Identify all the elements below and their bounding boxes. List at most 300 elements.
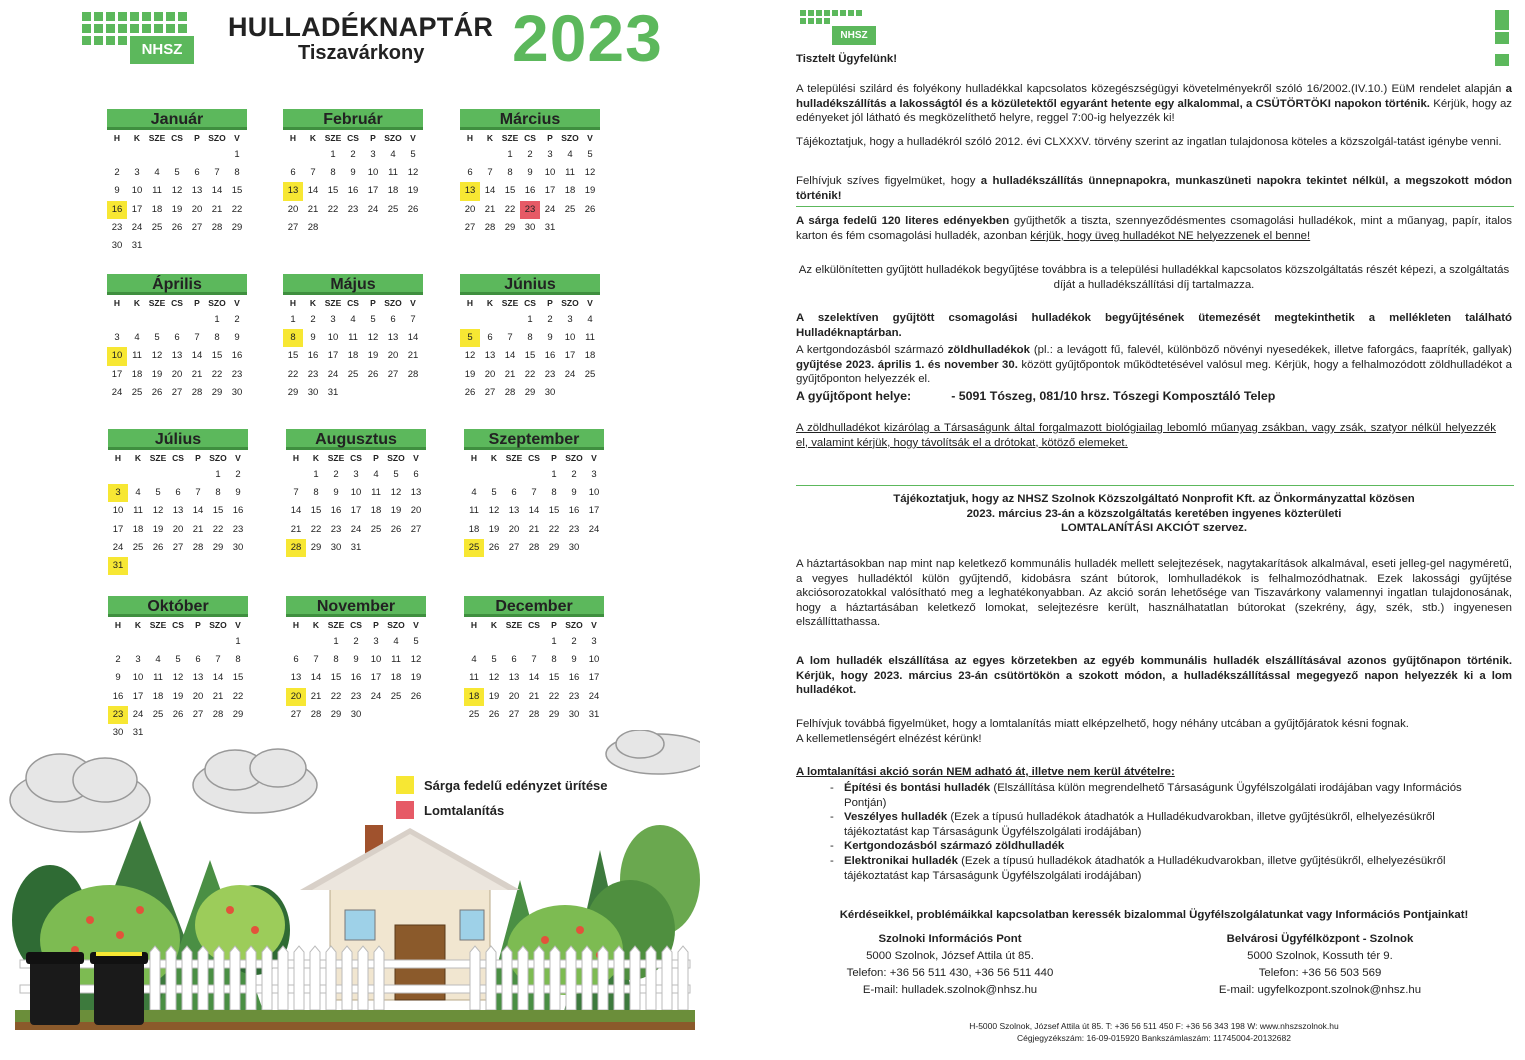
day-cell: 31: [131, 239, 143, 251]
day-cell: 22: [548, 523, 560, 535]
day-cell: 25: [584, 368, 596, 380]
day-cell: 17: [544, 185, 556, 197]
day-cell: 15: [524, 350, 536, 362]
day-cell: 24: [588, 523, 600, 535]
day-cell: 21: [484, 203, 496, 215]
day-cell: 11: [348, 332, 358, 344]
day-cell: 3: [353, 469, 359, 480]
weekday-label: K: [312, 620, 320, 630]
bulky-waste-announcement: Tájékoztatjuk, hogy az NHSZ Szolnok Közszolgáltató Nonprofit Kft. az Önkormányzattal közösen 2023. március 23-án a közszolgáltatás keretében ingyenes közterületi LOMTALANÍTÁSI AKCIÓT szervez.: [893, 493, 1415, 535]
day-cell: 21: [191, 368, 203, 380]
list-item: - Építési és bontási hulladék (Elszállítása külön megrendelhető Társaságunk Ügyfélszolgálati irodájában vagy Információs Pontján): [830, 781, 1470, 810]
day-cell: 10: [112, 505, 124, 517]
collection-point: A gyűjtőpont helye: - 5091 Tószeg, 081/10 hrsz. Tószegi Komposztáló Telep: [796, 389, 1276, 403]
paragraph-law: Tájékoztatjuk, hogy a hulladékról szóló 2012. évi CLXXXV. törvény szerint az ingatlan tulajdonosa köteles a közszolgál-tatást igénybe venni.: [796, 136, 1502, 148]
empty-cell: [504, 466, 524, 484]
day-cell: 20: [484, 368, 496, 380]
weekday-label: SZO: [384, 133, 402, 143]
day-cell: 5: [491, 487, 497, 499]
day-cell: 21: [212, 690, 224, 702]
day-cell: 13: [172, 505, 184, 517]
day-cell: 24: [327, 368, 339, 380]
fence-picket: [374, 946, 384, 1010]
day-grid: [460, 311, 600, 402]
day-cell: 3: [134, 167, 140, 179]
day-cell: 20: [191, 203, 203, 215]
day-cell: 3: [591, 469, 597, 480]
day-cell: 15: [232, 672, 244, 684]
weekday-label: P: [370, 133, 376, 143]
divider: [796, 485, 1514, 486]
day-cell: 30: [330, 541, 342, 553]
month-name: Január: [107, 109, 247, 130]
day-cell: 9: [527, 167, 533, 179]
weekday-label: SZO: [209, 620, 227, 630]
fence-picket: [566, 946, 576, 1010]
paragraph-bulky-collection: A lom hulladék elszállítása az egyes körzetekben az egyéb kommunális hulladék elszállításával azonos gyűjtőnapon történik. Kérjük, hogy 2023. március 23-án csütörtökön a szokott módon, a hulladékszállítással megegyező napon helyezzék ki a lom hulladékot.: [796, 655, 1512, 697]
weekday-label: CS: [171, 298, 183, 308]
day-cell: 1: [551, 636, 557, 647]
day-cell: 13: [290, 672, 302, 684]
weekday-label: SZE: [324, 298, 342, 308]
weekday-label: SZE: [327, 620, 345, 630]
day-cell: 28: [528, 541, 540, 553]
day-cell: 11: [153, 672, 163, 684]
day-grid: [464, 466, 604, 557]
fence-picket: [518, 946, 528, 1010]
day-cell: 27: [172, 541, 184, 553]
weekday-label: P: [551, 620, 557, 630]
weekday-label: CS: [524, 298, 536, 308]
month-calendar: [460, 109, 600, 237]
weekday-label: SZE: [327, 453, 345, 463]
day-cell: 26: [172, 708, 184, 720]
fence-picket: [150, 946, 160, 1010]
day-cell: 18: [564, 185, 576, 197]
nhsz-logo: [82, 12, 194, 64]
weekday-label: H: [292, 620, 300, 630]
decor-square: [1495, 32, 1509, 44]
day-cell: 12: [410, 654, 422, 666]
day-cell: 9: [310, 332, 316, 344]
weekday-header: [108, 617, 248, 633]
day-grid: [108, 466, 248, 575]
day-cell: 12: [407, 167, 419, 179]
day-cell: 17: [111, 368, 123, 380]
weekday-label: H: [289, 298, 297, 308]
day-cell: 22: [211, 368, 223, 380]
day-cell: 19: [151, 368, 163, 380]
weekday-label: SZE: [148, 133, 166, 143]
weekday-label: K: [490, 453, 498, 463]
empty-cell: [127, 146, 147, 164]
weekday-label: P: [370, 298, 376, 308]
fence-picket: [470, 946, 480, 1010]
day-cell: 19: [488, 523, 500, 535]
day-cell: 30: [307, 386, 319, 398]
month-calendar: [286, 429, 426, 557]
day-cell: 25: [387, 203, 399, 215]
empty-cell: [107, 311, 127, 329]
day-cell: 3: [330, 314, 336, 325]
day-cell: 9: [571, 487, 577, 499]
day-cell: 23: [568, 690, 580, 702]
day-cell: 25: [564, 203, 576, 215]
day-cell: 15: [211, 350, 223, 362]
day-cell: 17: [112, 523, 124, 535]
day-cell: 10: [370, 654, 382, 666]
day-cell: 11: [133, 505, 143, 517]
day-cell: 12: [152, 505, 164, 517]
fence-picket: [502, 946, 512, 1010]
empty-cell: [480, 146, 500, 164]
day-cell: 29: [212, 541, 224, 553]
day-cell: 17: [588, 672, 600, 684]
day-cell: 24: [564, 368, 576, 380]
day-cell: 6: [413, 469, 419, 480]
empty-cell: [147, 311, 167, 329]
weekday-label: SZE: [148, 298, 166, 308]
day-cell: 5: [155, 487, 161, 499]
empty-cell: [500, 311, 520, 329]
paragraph-delay: Felhívjuk továbbá figyelmüket, hogy a lomtalanítás miatt elképzelhető, hogy néhány utcában a gyűjtőjáratok késni fognak. A kellemetlenségért elnézést kérünk!: [796, 718, 1409, 745]
day-cell: 6: [467, 167, 473, 179]
day-cell: 26: [464, 386, 476, 398]
day-cell: 21: [407, 350, 419, 362]
contact-phone: Telefon: +36 56 503 569: [1258, 967, 1382, 980]
day-cell: 3: [135, 654, 141, 666]
day-cell: 14: [484, 185, 496, 197]
not-accepted-list: [830, 781, 1470, 883]
weekday-label: V: [587, 133, 593, 143]
month-name: December: [464, 596, 604, 617]
day-cell: 28: [310, 708, 322, 720]
empty-cell: [524, 466, 544, 484]
weekday-header: [286, 450, 426, 466]
day-cell: 2: [353, 636, 359, 647]
weekday-label: H: [292, 453, 300, 463]
day-cell: 4: [471, 654, 477, 666]
day-cell: 17: [350, 505, 362, 517]
calendar-page: [0, 0, 760, 1060]
weekday-label: SZO: [565, 620, 583, 630]
weekday-label: SZO: [208, 133, 226, 143]
footer: [796, 1021, 1512, 1045]
day-cell: 20: [464, 203, 476, 215]
weekday-label: V: [413, 620, 419, 630]
collection-day: 8: [283, 329, 303, 347]
day-cell: 7: [531, 654, 537, 666]
day-cell: 6: [511, 654, 517, 666]
day-cell: 23: [568, 523, 580, 535]
day-cell: 6: [195, 654, 201, 666]
fence-picket: [230, 946, 240, 1010]
day-cell: 12: [488, 505, 500, 517]
day-cell: 17: [131, 203, 143, 215]
day-cell: 11: [565, 167, 575, 179]
day-cell: 22: [232, 690, 244, 702]
day-cell: 3: [567, 314, 573, 325]
day-cell: 22: [287, 368, 299, 380]
empty-cell: [167, 311, 187, 329]
day-cell: 25: [347, 368, 359, 380]
day-cell: 20: [192, 690, 204, 702]
day-cell: 16: [330, 505, 342, 517]
empty-cell: [306, 633, 326, 651]
collection-day: 13: [283, 182, 303, 200]
day-cell: 14: [407, 332, 419, 344]
contact-address: 5000 Szolnok, Kossuth tér 9.: [1247, 950, 1393, 963]
day-cell: 28: [307, 221, 319, 233]
day-cell: 6: [390, 314, 396, 325]
weekday-header: [107, 130, 247, 146]
fence-picket: [182, 946, 192, 1010]
day-cell: 21: [528, 690, 540, 702]
day-cell: 10: [588, 654, 600, 666]
fence-picket: [198, 946, 208, 1010]
weekday-label: K: [490, 620, 498, 630]
empty-cell: [188, 633, 208, 651]
day-cell: 31: [544, 221, 556, 233]
weekday-header: [108, 450, 248, 466]
contact-title: Szolnoki Információs Pont: [878, 933, 1022, 945]
weekday-label: H: [289, 133, 297, 143]
day-cell: 20: [387, 350, 399, 362]
paragraph-bulky-waste: A háztartásokban nap mint nap keletkező kommunális hulladék mellett selejtezések, nagytakarítások alkalmával, eseti jelleg-gel nagyméretű, a vegyes hulladéktól külön gyűjtendő, kidobásra szánt bútorok, lomhulladékok is felhalmozódhatnak. Ezek lakossági gyűjtése akciósorozatokkal valósítható meg a leghatékonyabban. Az akció során lehetősége van Tiszavárkony valamennyi ingatlan tulajdonosának, hogy a háztartásában keletkező lomokat, selejtezésre került, használhatatlan bútorokat (szekrény, ágy, szék, stb.) ingyenesen elszállíttathassa.: [796, 558, 1512, 629]
day-cell: 2: [333, 469, 339, 480]
month-calendar: [460, 274, 600, 402]
day-cell: 17: [367, 185, 379, 197]
empty-cell: [524, 633, 544, 651]
day-cell: 7: [507, 332, 513, 344]
day-cell: 15: [310, 505, 322, 517]
day-cell: 30: [568, 708, 580, 720]
day-cell: 29: [330, 708, 342, 720]
day-cell: 27: [171, 386, 183, 398]
day-cell: 11: [585, 332, 595, 344]
day-cell: 14: [290, 505, 302, 517]
day-cell: 30: [350, 708, 362, 720]
day-cell: 22: [548, 690, 560, 702]
weekday-header: [283, 130, 423, 146]
day-cell: 8: [551, 654, 557, 666]
day-cell: 8: [507, 167, 513, 179]
day-cell: 4: [471, 487, 477, 499]
weekday-label: P: [195, 620, 201, 630]
day-cell: 1: [333, 636, 339, 647]
weekday-label: H: [466, 298, 474, 308]
day-cell: 15: [212, 505, 224, 517]
day-cell: 19: [152, 523, 164, 535]
day-cell: 26: [390, 523, 402, 535]
weekday-label: V: [413, 453, 419, 463]
weekday-label: SZE: [501, 298, 519, 308]
day-cell: 5: [491, 654, 497, 666]
fence-picket: [310, 946, 320, 1010]
weekday-label: SZO: [565, 453, 583, 463]
day-cell: 1: [234, 149, 240, 160]
paragraph-calendar-info: A szelektíven gyűjtött csomagolási hulladékok begyűjtésének ütemezését megtekinthetik a mellékleten található Hulladéknaptárban.: [796, 312, 1512, 339]
day-cell: 24: [111, 386, 123, 398]
day-cell: 5: [370, 314, 376, 325]
weekday-label: H: [470, 620, 478, 630]
day-cell: 30: [544, 386, 556, 398]
empty-cell: [168, 466, 188, 484]
day-cell: 31: [132, 726, 144, 738]
day-cell: 7: [215, 654, 221, 666]
day-cell: 4: [567, 149, 573, 160]
day-cell: 19: [172, 690, 184, 702]
month-calendar: [286, 596, 426, 724]
day-cell: 8: [215, 487, 221, 499]
day-cell: 17: [564, 350, 576, 362]
day-cell: 15: [287, 350, 299, 362]
empty-cell: [108, 466, 128, 484]
day-cell: 4: [155, 654, 161, 666]
day-cell: 18: [370, 505, 382, 517]
weekday-label: V: [591, 620, 597, 630]
weekday-label: P: [551, 453, 557, 463]
day-cell: 16: [568, 505, 580, 517]
day-cell: 22: [504, 203, 516, 215]
day-cell: 14: [307, 185, 319, 197]
day-cell: 25: [152, 708, 164, 720]
day-grid: [464, 633, 604, 724]
day-cell: 6: [293, 654, 299, 666]
weekday-label: V: [591, 453, 597, 463]
day-cell: 11: [152, 185, 162, 197]
day-cell: 18: [468, 523, 480, 535]
day-cell: 12: [172, 672, 184, 684]
day-cell: 22: [212, 523, 224, 535]
day-cell: 28: [528, 708, 540, 720]
month-calendar: [464, 596, 604, 724]
fence-picket: [662, 946, 672, 1010]
day-cell: 4: [135, 487, 141, 499]
day-cell: 27: [464, 221, 476, 233]
fence-picket: [294, 946, 304, 1010]
month-calendar: [283, 109, 423, 237]
day-cell: 30: [231, 386, 243, 398]
empty-cell: [148, 466, 168, 484]
empty-cell: [107, 146, 127, 164]
day-cell: 15: [504, 185, 516, 197]
contact-downtown-center: [1170, 931, 1470, 999]
day-cell: 6: [511, 487, 517, 499]
day-cell: 3: [547, 149, 553, 160]
day-cell: 21: [310, 690, 322, 702]
day-cell: 26: [488, 708, 500, 720]
day-cell: 3: [373, 636, 379, 647]
day-cell: 1: [215, 469, 221, 480]
weekday-label: CS: [171, 133, 183, 143]
day-cell: 9: [234, 332, 240, 344]
empty-cell: [504, 633, 524, 651]
collection-day: 20: [286, 688, 306, 706]
day-cell: 28: [212, 708, 224, 720]
weekday-label: CS: [524, 133, 536, 143]
day-cell: 26: [488, 541, 500, 553]
day-cell: 7: [214, 167, 220, 179]
day-cell: 27: [508, 708, 520, 720]
day-cell: 4: [154, 167, 160, 179]
day-cell: 14: [528, 505, 540, 517]
weekday-label: SZO: [387, 620, 405, 630]
contact-email[interactable]: E-mail: hulladek.szolnok@nhsz.hu: [862, 984, 1038, 997]
fence-picket: [246, 946, 256, 1010]
day-cell: 28: [407, 368, 419, 380]
contact-email[interactable]: E-mail: ugyfelkozpont.szolnok@nhsz.hu: [1218, 984, 1422, 997]
fence-picket: [550, 946, 560, 1010]
day-cell: 2: [235, 469, 241, 480]
day-cell: 6: [194, 167, 200, 179]
day-cell: 29: [231, 221, 243, 233]
day-cell: 30: [111, 239, 123, 251]
day-cell: 4: [134, 332, 140, 344]
day-cell: 1: [551, 469, 557, 480]
calendar-year: 2023: [512, 1, 663, 75]
day-cell: 23: [307, 368, 319, 380]
contact-szolnok-info-point: [800, 931, 1100, 999]
weekday-label: CS: [528, 620, 540, 630]
day-cell: 1: [330, 149, 336, 160]
day-cell: 5: [154, 332, 160, 344]
day-grid: [283, 311, 423, 402]
nhsz-logo-small: [800, 10, 880, 46]
empty-cell: [207, 146, 227, 164]
weekday-label: V: [234, 298, 240, 308]
cloud-middle: [193, 749, 317, 813]
month-name: Augusztus: [286, 429, 426, 450]
day-cell: 1: [214, 314, 220, 325]
day-cell: 22: [231, 203, 243, 215]
day-cell: 2: [114, 167, 120, 179]
day-cell: 7: [194, 332, 200, 344]
collection-day: 31: [108, 557, 128, 575]
weekday-label: CS: [347, 133, 359, 143]
weekday-label: H: [114, 453, 122, 463]
day-cell: 29: [211, 386, 223, 398]
day-cell: 4: [393, 636, 399, 647]
list-item: - Kertgondozásból származó zöldhulladék: [830, 839, 1470, 854]
day-cell: 16: [112, 690, 124, 702]
weekday-label: V: [235, 620, 241, 630]
day-cell: 21: [211, 203, 223, 215]
weekday-header: [107, 295, 247, 311]
day-cell: 29: [548, 541, 560, 553]
month-name: Március: [460, 109, 600, 130]
letter-page: [790, 0, 1525, 1060]
day-grid: [107, 311, 247, 402]
day-cell: 30: [232, 541, 244, 553]
day-cell: 29: [287, 386, 299, 398]
day-cell: 19: [464, 368, 476, 380]
day-cell: 3: [114, 332, 120, 344]
empty-cell: [286, 633, 306, 651]
legend-label-red: Lomtalanítás: [424, 802, 505, 818]
empty-cell: [187, 311, 207, 329]
day-cell: 28: [192, 541, 204, 553]
footer-registration: Cégjegyzékszám: 16-09-015920 Bankszámlaszám: 11745004-20132682: [1017, 1032, 1291, 1043]
day-cell: 22: [330, 690, 342, 702]
weekday-label: K: [134, 620, 142, 630]
day-cell: 20: [508, 523, 520, 535]
day-cell: 22: [310, 523, 322, 535]
day-cell: 7: [410, 314, 416, 325]
empty-cell: [283, 146, 303, 164]
month-calendar: [107, 109, 247, 255]
weekday-label: P: [194, 133, 200, 143]
